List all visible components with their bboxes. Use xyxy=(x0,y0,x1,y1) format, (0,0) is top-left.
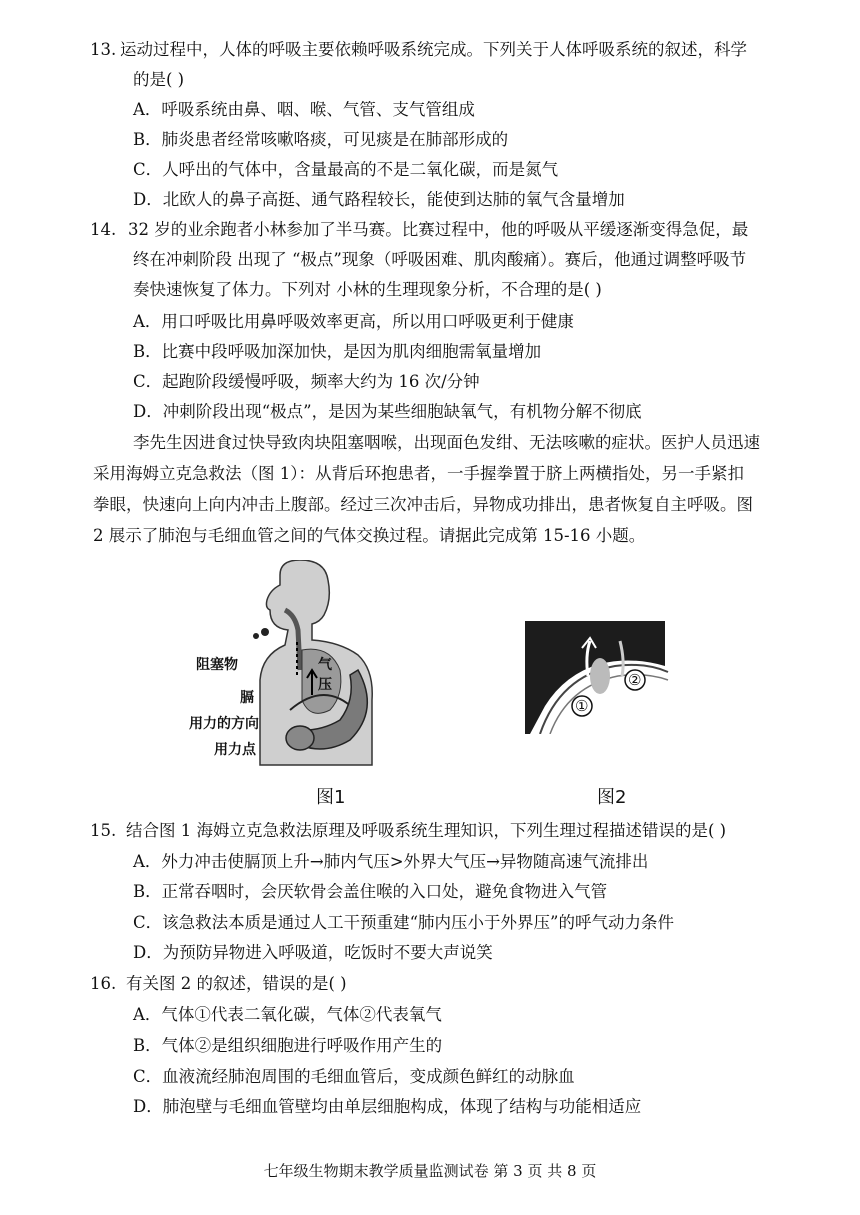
question-14-option-d: D．冲刺阶段出现“极点”，是因为某些细胞缺氧气，有机物分解不彻底 xyxy=(133,402,642,421)
question-15-option-d: D．为预防异物进入呼吸道，吃饭时不要大声说笑 xyxy=(133,943,493,962)
question-16-stem: 有关图 2 的叙述，错误的是( ) xyxy=(126,974,347,993)
question-16-option-a: A．气体①代表二氧化碳，气体②代表氧气 xyxy=(133,1005,442,1024)
label-obstruction: 阻塞物 xyxy=(196,657,238,673)
passage-line-2: 采用海姆立克急救法（图 1）：从背后环抱患者，一手握拳置于脐上两横指处，另一手紧扣 xyxy=(93,464,744,483)
question-14-stem: 32 岁的业余跑者小林参加了半马赛。比赛过程中，他的呼吸从平缓逐渐变得急促，最 xyxy=(128,220,749,239)
question-14-stem-cont2: 奏快速恢复了体力。下列对 小林的生理现象分析，不合理的是( ) xyxy=(133,280,602,299)
heimlich-figure xyxy=(240,560,390,775)
question-13-option-b: B．肺炎患者经常咳嗽咯痰，可见痰是在肺部形成的 xyxy=(133,130,509,149)
question-13-option-d: D．北欧人的鼻子高挺、通气路程较长，能使到达肺的氧气含量增加 xyxy=(133,190,625,209)
question-15-option-c: C．该急救法本质是通过人工干预重建“肺内压小于外界压”的呼气动力条件 xyxy=(133,913,674,932)
question-15-option-a: A．外力冲击使膈顶上升→肺内气压>外界大气压→异物随高速气流排出 xyxy=(133,852,649,871)
question-14-option-a: A．用口呼吸比用鼻呼吸效率更高，所以用口呼吸更利于健康 xyxy=(133,312,574,331)
question-13-option-a: A．呼吸系统由鼻、咽、喉、气管、支气管组成 xyxy=(133,100,475,119)
question-13-stem-cont: 的是( ) xyxy=(133,70,185,89)
label-force-direction: 用力的方向 xyxy=(189,716,259,732)
question-15-option-b: B．正常吞咽时，会厌软骨会盖住喉的入口处，避免食物进入气管 xyxy=(133,882,608,901)
figure-1-caption: 图1 xyxy=(316,787,346,808)
question-13-number: 13. xyxy=(90,40,117,59)
label-pressure-ya: 压 xyxy=(318,677,332,693)
question-16-option-d: D．肺泡壁与毛细血管壁均由单层细胞构成，体现了结构与功能相适应 xyxy=(133,1097,642,1116)
question-14-number: 14. xyxy=(90,220,117,239)
question-15-stem: 结合图 1 海姆立克急救法原理及呼吸系统生理知识，下列生理过程描述错误的是( ) xyxy=(126,821,727,840)
question-16-option-b: B．气体②是组织细胞进行呼吸作用产生的 xyxy=(133,1036,443,1055)
question-14-stem-cont1: 终在冲刺阶段 出现了 “极点”现象（呼吸困难、肌肉酸痛）。赛后，他通过调整呼吸节 xyxy=(133,250,747,269)
label-pressure-qi: 气 xyxy=(318,657,332,673)
label-gas-1: ① xyxy=(575,697,589,715)
question-16-option-c: C．血液流经肺泡周围的毛细血管后，变成颜色鲜红的动脉血 xyxy=(133,1067,575,1086)
question-14-option-c: C．起跑阶段缓慢呼吸，频率大约为 16 次/分钟 xyxy=(133,372,480,391)
question-13-option-c: C．人呼出的气体中，含量最高的不是二氧化碳，而是氮气 xyxy=(133,160,559,179)
question-15-number: 15. xyxy=(90,821,117,840)
passage-line-3: 拳眼，快速向上向内冲击上腹部。经过三次冲击后，异物成功排出，患者恢复自主呼吸。图 xyxy=(93,495,753,514)
question-16-number: 16. xyxy=(90,974,117,993)
passage-line-4: 2 展示了肺泡与毛细血管之间的气体交换过程。请据此完成第 15-16 小题。 xyxy=(93,526,646,545)
question-14-option-b: B．比赛中段呼吸加深加快，是因为肌肉细胞需氧量增加 xyxy=(133,342,542,361)
label-diaphragm: 膈 xyxy=(240,690,254,706)
question-13-stem: 运动过程中，人体的呼吸主要依赖呼吸系统完成。下列关于人体呼吸系统的叙述，科学 xyxy=(120,40,747,59)
label-force-point: 用力点 xyxy=(214,742,256,758)
label-gas-2: ② xyxy=(628,671,642,689)
alveolus-figure xyxy=(520,616,670,734)
page-footer: 七年级生物期末教学质量监测试卷 第 3 页 共 8 页 xyxy=(263,1162,597,1180)
passage-line-1: 李先生因进食过快导致肉块阻塞咽喉，出现面色发绀、无法咳嗽的症状。医护人员迅速 xyxy=(133,433,760,452)
figure-2-caption: 图2 xyxy=(597,787,627,808)
